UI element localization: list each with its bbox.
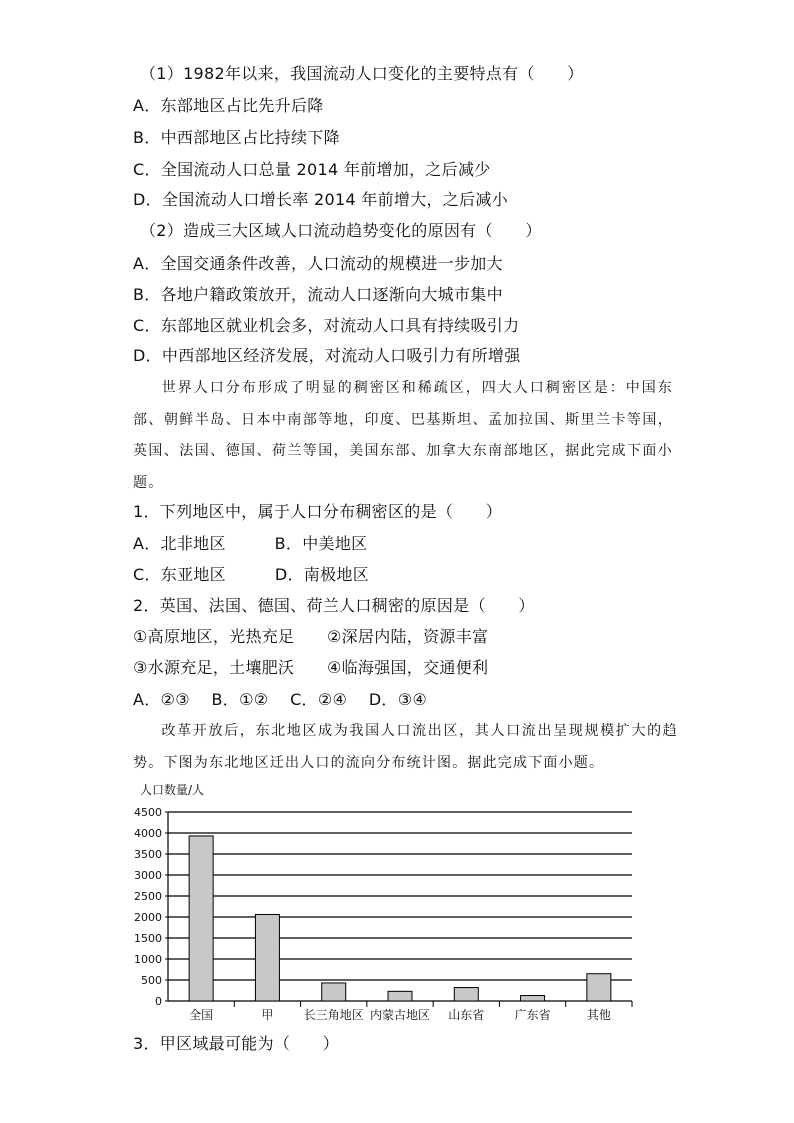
q-sub2-option-c: C．东部地区就业机会多，对流动人口具有持续吸引力	[133, 316, 520, 335]
chart-category-label: 其他	[586, 1008, 611, 1022]
passage-population-density	[133, 373, 673, 499]
passage-northeast-migration-text: 改革开放后，东北地区成为我国人口流出区，其人口流出呈现规模扩大的趋势。下图为东北地区迁出人口的流向分布统计图。据此完成下面小题。	[133, 723, 678, 771]
q2-answers: A．②③ B．①② C．②④ D．③④	[133, 690, 428, 709]
chart-y-tick-label: 2500	[134, 890, 162, 903]
chart-category-label: 内蒙古地区	[369, 1008, 431, 1022]
q-sub2-stem: （2）造成三大区域人口流动趋势变化的原因有（ ）	[140, 221, 542, 240]
chart-y-tick-label: 4000	[134, 827, 162, 840]
q-sub1-stem: （1）1982年以来，我国流动人口变化的主要特点有（ ）	[140, 64, 584, 83]
chart-category-label: 广东省	[514, 1008, 551, 1022]
q2-stem: 2．英国、法国、德国、荷兰人口稠密的原因是（ ）	[133, 596, 535, 615]
chart-bar	[587, 974, 611, 1001]
q-sub2-option-a: A．全国交通条件改善，人口流动的规模进一步加大	[133, 254, 503, 273]
chart-y-tick-label: 0	[155, 995, 162, 1008]
chart-y-tick-label: 3500	[134, 848, 162, 861]
q1-options-row1: A．北非地区 B．中美地区	[133, 534, 368, 553]
chart-bar	[521, 996, 545, 1001]
chart-y-tick-label: 1500	[134, 932, 162, 945]
chart-category-label: 山东省	[448, 1008, 485, 1022]
chart-category-label: 长三角地区	[303, 1008, 364, 1022]
q-sub1-option-b: B．中西部地区占比持续下降	[133, 128, 340, 147]
chart-bar	[189, 836, 213, 1001]
migration-bar-chart	[120, 778, 650, 1028]
chart-bar	[255, 914, 279, 1001]
q1-options-row2: C．东亚地区 D．南极地区	[133, 565, 369, 584]
q-sub2-option-b: B．各地户籍政策放开，流动人口逐渐向大城市集中	[133, 285, 503, 304]
q2-options-row2: ③水源充足，土壤肥沃 ④临海强国，交通便利	[133, 658, 489, 677]
q-sub2-option-d: D．中西部地区经济发展，对流动人口吸引力有所增强	[133, 346, 521, 365]
chart-bar	[454, 988, 478, 1001]
chart-y-tick-label: 3000	[134, 869, 162, 882]
chart-bar	[388, 991, 412, 1001]
chart-bar	[322, 983, 346, 1001]
chart-y-tick-label: 500	[141, 974, 162, 987]
passage-population-density-text: 世界人口分布形成了明显的稠密区和稀疏区，四大人口稠密区是：中国东部、朝鲜半岛、日本中南部等地，印度、巴基斯坦、孟加拉国、斯里兰卡等国，英国、法国、德国、荷兰等国，美国东部、加拿大东南部地区，据此完成下面小题。	[133, 380, 673, 491]
q3-stem: 3．甲区域最可能为（ ）	[133, 1034, 340, 1053]
chart-y-axis-label: 人口数量/人	[140, 783, 205, 797]
chart-y-tick-label: 4500	[134, 806, 162, 819]
q1-stem: 1．下列地区中，属于人口分布稠密区的是（ ）	[133, 502, 503, 521]
chart-category-label: 全国	[189, 1008, 214, 1022]
q-sub1-option-a: A．东部地区占比先升后降	[133, 96, 324, 115]
chart-category-label: 甲	[261, 1008, 274, 1022]
q-sub1-option-d: D．全国流动人口增长率 2014 年前增大，之后减小	[133, 190, 509, 209]
chart-y-tick-label: 2000	[134, 911, 162, 924]
q2-options-row1: ①高原地区，光热充足 ②深居内陆，资源丰富	[133, 627, 489, 646]
chart-y-tick-label: 1000	[134, 953, 162, 966]
passage-northeast-migration	[133, 716, 678, 779]
q-sub1-option-c: C．全国流动人口总量 2014 年前增加，之后减少	[133, 160, 491, 179]
